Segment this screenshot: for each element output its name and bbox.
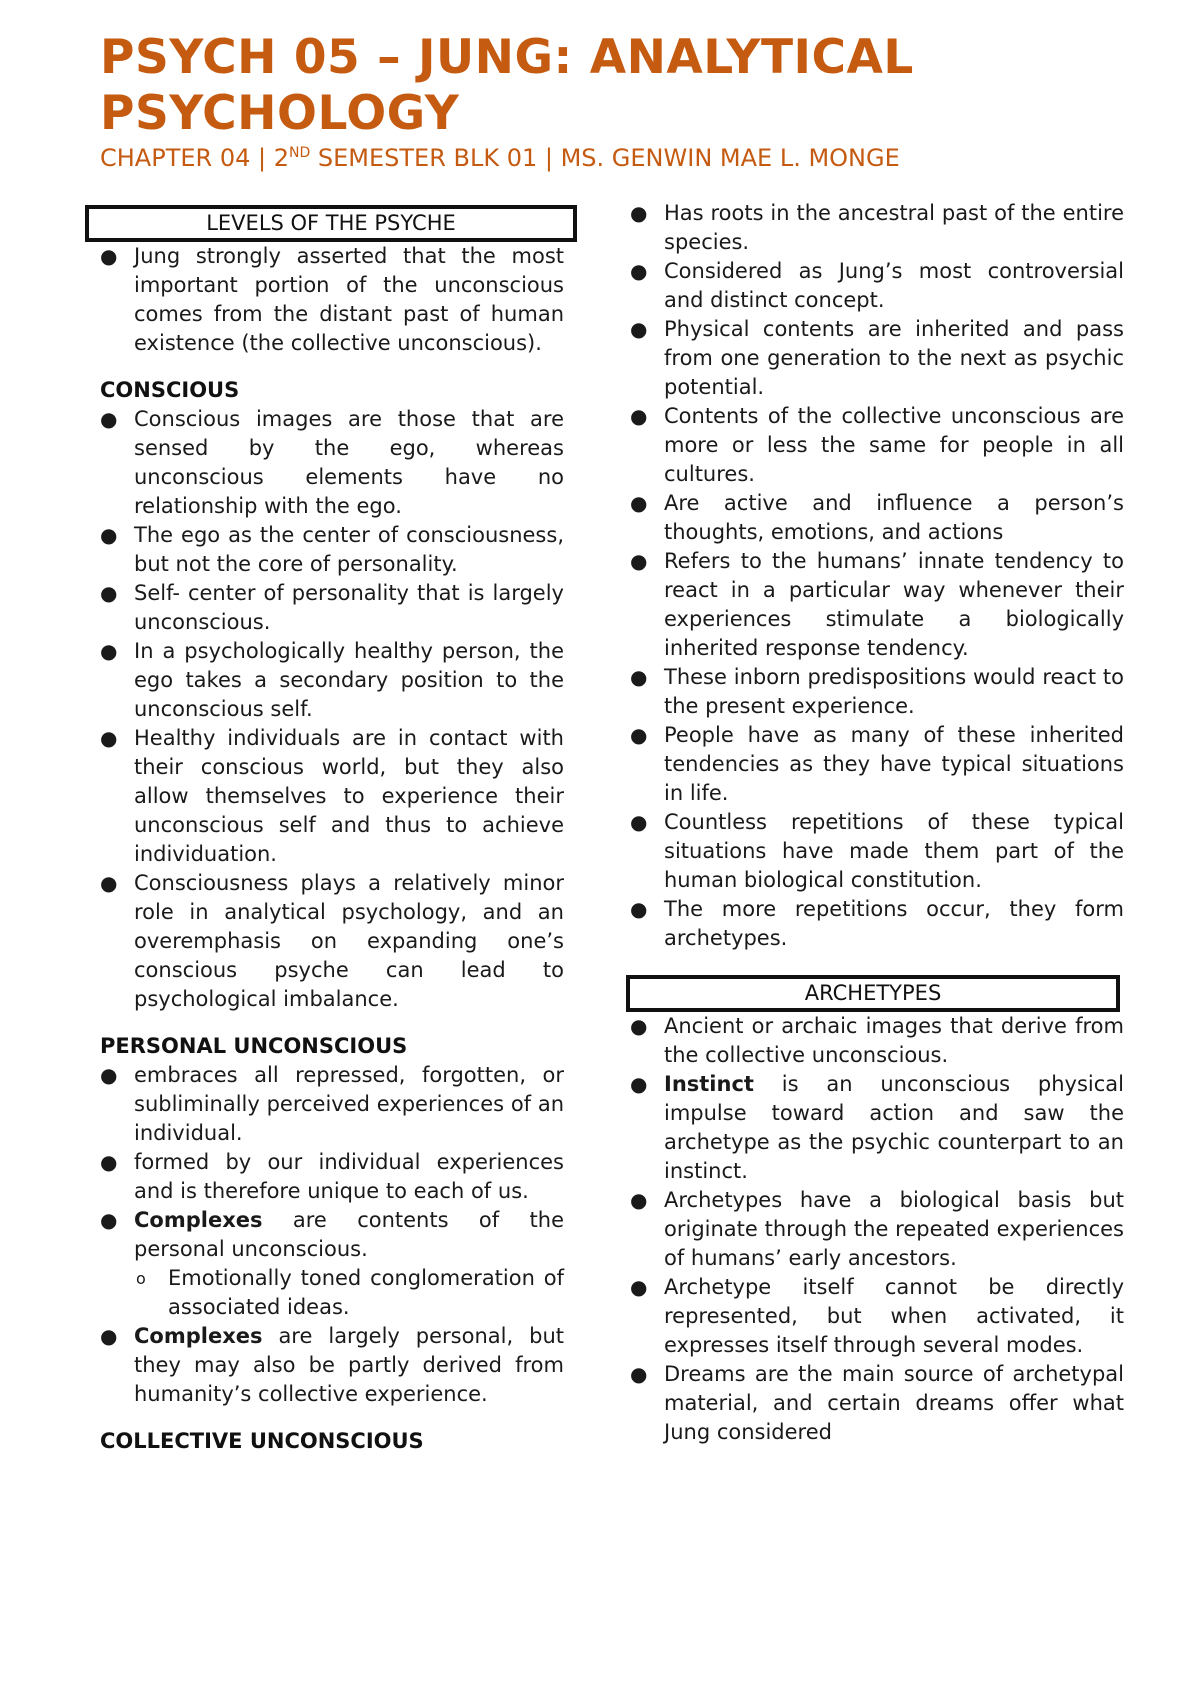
- bullet-dot-icon: ●: [630, 201, 648, 225]
- list-item: ● Self- center of personality that is largely unconscious.: [100, 581, 564, 634]
- page-subtitle: CHAPTER 04 | 2ND SEMESTER BLK 01 | MS. GENWIN MAE L. MONGE: [100, 144, 900, 172]
- personal-unconscious-list: [100, 1061, 564, 1409]
- bullet-dot-icon: ●: [630, 723, 648, 747]
- list-item: ● embraces all repressed, forgotten, or subliminally perceived experiences of an individual.: [100, 1063, 564, 1145]
- list-item: ● Jung strongly asserted that the most important portion of the unconscious comes from the distant past of human existence (the collective unconscious).: [100, 244, 564, 355]
- bullet-dot-icon: ●: [630, 897, 648, 921]
- bullet-dot-icon: ●: [100, 1150, 118, 1174]
- instinct-keyword: Instinct: [664, 1072, 754, 1096]
- list-item: ● formed by our individual experiences and is therefore unique to each of us.: [100, 1150, 564, 1203]
- bullet-dot-icon: ●: [630, 259, 648, 283]
- bullet-dot-icon: ●: [630, 665, 648, 689]
- page-title: PSYCH 05 – JUNG: ANALYTICAL PSYCHOLOGY: [100, 30, 914, 141]
- bullet-circle-icon: o: [136, 1269, 146, 1288]
- conscious-heading: CONSCIOUS: [100, 378, 240, 402]
- list-item: ● People have as many of these inherited tendencies as they have typical situations in life.: [630, 723, 1124, 805]
- list-item: ● Countless repetitions of these typical situations have made them part of the human biological constitution.: [630, 810, 1124, 892]
- bullet-dot-icon: ●: [630, 404, 648, 428]
- list-item: ● Has roots in the ancestral past of the entire species.: [630, 201, 1124, 254]
- levels-of-psyche-heading: LEVELS OF THE PSYCHE: [85, 205, 577, 242]
- bullet-dot-icon: ●: [630, 1014, 648, 1038]
- archetypes-list: [630, 1012, 1124, 1447]
- bullet-dot-icon: ●: [630, 1362, 648, 1386]
- bullet-dot-icon: ●: [100, 523, 118, 547]
- list-item: ● Consciousness plays a relatively minor role in analytical psychology, and an overemphasis on expanding one’s conscious psyche can lead to psychological imbalance.: [100, 871, 564, 1011]
- list-item: ● In a psychologically healthy person, the ego takes a secondary position to the unconscious self.: [100, 639, 564, 721]
- bullet-dot-icon: ●: [630, 1072, 648, 1096]
- bullet-dot-icon: ●: [630, 1188, 648, 1212]
- complexes-keyword: Complexes: [134, 1208, 263, 1232]
- bullet-dot-icon: ●: [630, 549, 648, 573]
- bullet-dot-icon: ●: [630, 317, 648, 341]
- conscious-list: [100, 405, 564, 1014]
- complexes-sublist: [134, 1264, 564, 1322]
- left-column: [100, 205, 564, 1456]
- list-item: ● Refers to the humans’ innate tendency to react in a particular way whenever their experiences stimulate a biologically inherited response tendency.: [630, 549, 1124, 660]
- bullet-dot-icon: ●: [630, 810, 648, 834]
- list-item: ● The more repetitions occur, they form archetypes.: [630, 897, 1124, 950]
- list-item: ● Contents of the collective unconscious are more or less the same for people in all cultures.: [630, 404, 1124, 486]
- bullet-dot-icon: ●: [100, 581, 118, 605]
- bullet-dot-icon: ●: [100, 244, 118, 268]
- bullet-dot-icon: ●: [100, 871, 118, 895]
- list-item: ● Conscious images are those that are sensed by the ego, whereas unconscious elements have no relationship with the ego.: [100, 407, 564, 518]
- list-item: ● Instinct is an unconscious physical impulse toward action and saw the archetype as the psychic counterpart to an instinct.: [630, 1072, 1124, 1183]
- list-item: ● Dreams are the main source of archetypal material, and certain dreams offer what Jung considered: [630, 1362, 1124, 1444]
- list-item: ● Considered as Jung’s most controversial and distinct concept.: [630, 259, 1124, 312]
- list-item: ● Complexes are contents of the personal unconscious. o Emotionally toned conglomeration of associated ideas.: [100, 1206, 564, 1322]
- bullet-dot-icon: ●: [100, 407, 118, 431]
- list-item: o Emotionally toned conglomeration of associated ideas.: [136, 1266, 564, 1319]
- list-item: ● These inborn predispositions would react to the present experience.: [630, 665, 1124, 718]
- personal-unconscious-heading: PERSONAL UNCONSCIOUS: [100, 1034, 408, 1058]
- list-item: ● Are active and influence a person’s thoughts, emotions, and actions: [630, 491, 1124, 544]
- bullet-dot-icon: ●: [100, 726, 118, 750]
- list-item: ● Archetype itself cannot be directly represented, but when activated, it expresses itself through several modes.: [630, 1275, 1124, 1357]
- right-column: [630, 199, 1124, 1447]
- collective-unconscious-heading: COLLECTIVE UNCONSCIOUS: [100, 1429, 424, 1453]
- list-item: ● Physical contents are inherited and pass from one generation to the next as psychic potential.: [630, 317, 1124, 399]
- bullet-dot-icon: ●: [100, 639, 118, 663]
- complexes-keyword: Complexes: [134, 1324, 263, 1348]
- levels-list: [100, 242, 564, 358]
- bullet-dot-icon: ●: [100, 1208, 118, 1232]
- archetypes-heading: ARCHETYPES: [626, 975, 1120, 1012]
- bullet-dot-icon: ●: [630, 1275, 648, 1299]
- bullet-dot-icon: ●: [100, 1324, 118, 1348]
- collective-unconscious-list: [630, 199, 1124, 953]
- list-item: ● Archetypes have a biological basis but originate through the repeated experiences of humans’ early ancestors.: [630, 1188, 1124, 1270]
- bullet-dot-icon: ●: [100, 1063, 118, 1087]
- bullet-dot-icon: ●: [630, 491, 648, 515]
- list-item: ● Healthy individuals are in contact with their conscious world, but they also allow themselves to experience their unconscious self and thus to achieve individuation.: [100, 726, 564, 866]
- list-item: ● Ancient or archaic images that derive from the collective unconscious.: [630, 1014, 1124, 1067]
- list-item: ● Complexes are largely personal, but they may also be partly derived from humanity’s collective experience.: [100, 1324, 564, 1406]
- list-item: ● The ego as the center of consciousness, but not the core of personality.: [100, 523, 564, 576]
